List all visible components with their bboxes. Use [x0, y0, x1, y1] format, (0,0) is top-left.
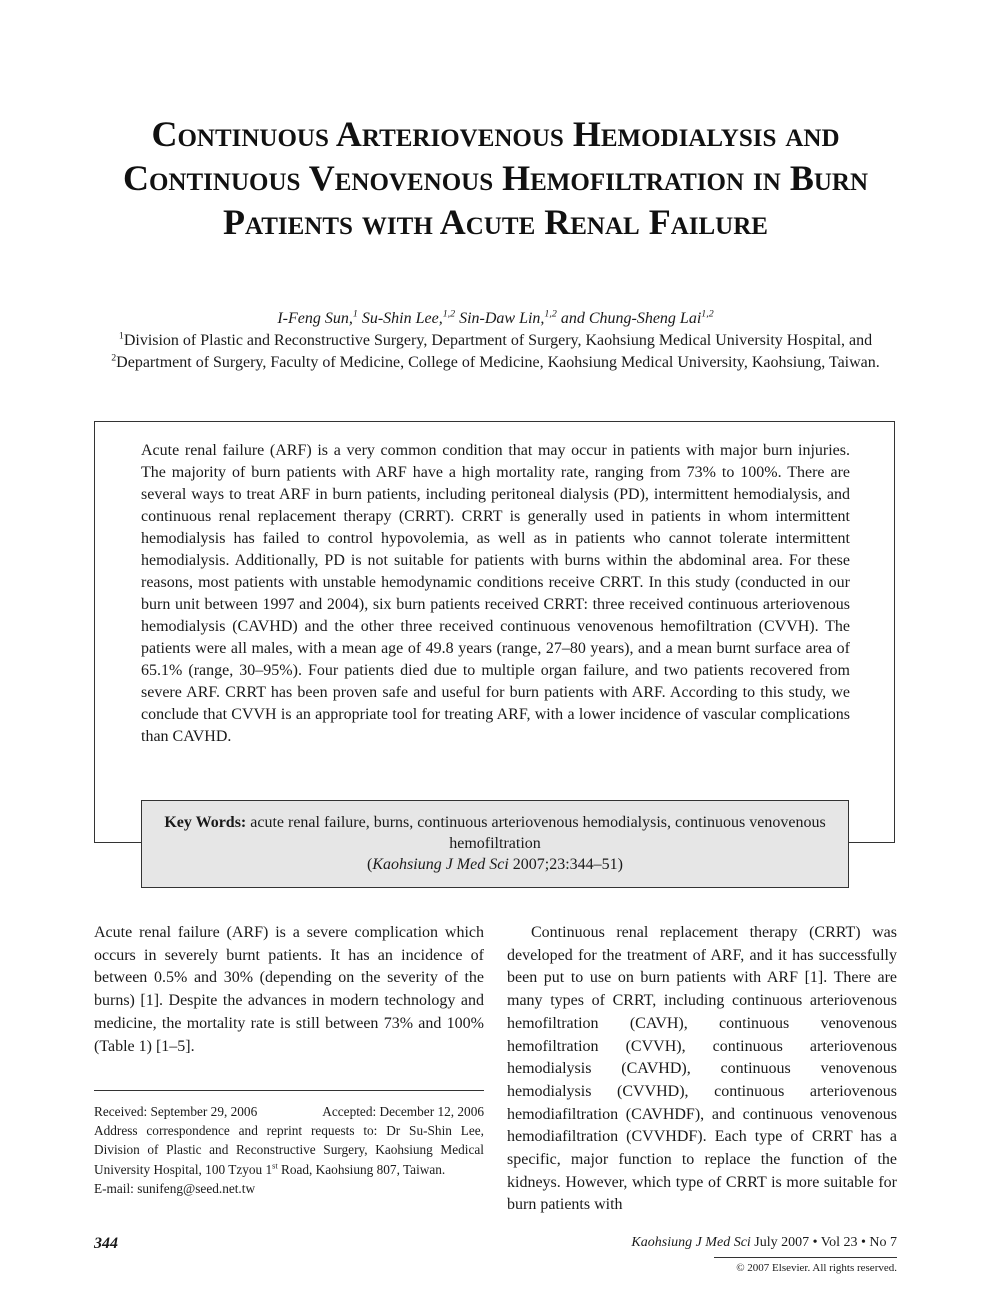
footer-divider	[714, 1257, 897, 1258]
journal-name: Kaohsiung J Med Sci	[631, 1235, 751, 1250]
journal-footer	[631, 1235, 897, 1251]
correspondence-email: E-mail: sunifeng@seed.net.tw	[94, 1180, 256, 1196]
keywords-text: acute renal failure, burns, continuous arteriovenous hemodialysis, continuous venovenous hemofiltration	[246, 814, 826, 852]
affiliation-mark: 1	[118, 330, 124, 342]
affiliation-text: Division of Plastic and Reconstructive Surgery, Department of Surgery, Kaohsiung Medical University Hospital, and	[123, 332, 873, 349]
citation-journal: Kaohsiung J Med Sci	[372, 856, 509, 873]
correspondence-text: Address correspondence and reprint requests to: Dr Su-Shin Lee, Division of Plastic and Reconstructive Surgery, Kaohsiung Medical University Hospital, 100 Tzyou 1	[94, 1123, 484, 1177]
citation-details: 2007;23:344–51)	[508, 856, 623, 873]
copyright-notice: © 2007 Elsevier. All rights reserved.	[736, 1262, 897, 1274]
correspondence-text-end: Road, Kaohsiung 807, Taiwan.	[277, 1161, 446, 1177]
affiliation-mark: 2	[111, 352, 117, 364]
author-affiliation-mark: 1,2	[701, 308, 714, 320]
author-affiliation-mark: 1,2	[544, 308, 557, 320]
author-name: Sin-Daw Lin,	[459, 310, 545, 327]
footnotes	[94, 1102, 484, 1198]
body-right-column: Continuous renal replacement therapy (CRRT) was developed for the treatment of ARF, and it has successfully been put to use on burn patients with ARF [1]. There are many types of CRRT, including continuous arteriovenous hemofiltration (CAVH), continuous venovenous hemofiltration (CVVH), continuous arteriovenous hemodialysis (CAVHD), continuous venovenous hemodialysis (CVVHD), continuous arteriovenous hemodiafiltration (CAVHDF), and continuous venovenous hemodiafiltration (CVVHDF). Each type of CRRT has a specific, major function to replace the function of the kidneys. However, which type of CRRT is more suitable for burn patients with	[507, 924, 897, 1214]
affiliations	[80, 330, 911, 374]
page-number: 344	[94, 1235, 118, 1252]
footnote-dates	[94, 1102, 484, 1121]
received-date: Received: September 29, 2006	[94, 1104, 258, 1119]
accepted-date: Accepted: December 12, 2006	[322, 1104, 484, 1119]
citation-line	[142, 854, 848, 875]
body-left-column: Acute renal failure (ARF) is a severe complication which occurs in severely burnt patients. It has an incidence of between 0.5% and 30% (depending on the severity of the burns) [1]. Despite the advances in modern technology and medicine, the mortality rate is still between 73% and 100% (Table 1) [1–5].	[94, 924, 484, 1055]
affiliation-text: Department of Surgery, Faculty of Medicine, College of Medicine, Kaohsiung Medical University, Kaohsiung, Taiwan.	[116, 354, 880, 371]
author-block	[80, 308, 911, 374]
author-affiliation-mark: 1,2	[442, 308, 456, 320]
citation-open: (	[367, 856, 373, 873]
author-name: I-Feng Sun,	[277, 310, 353, 327]
abstract-text: Acute renal failure (ARF) is a very common condition that may occur in patients with major burn injuries. The majority of burn patients with ARF have a high mortality rate, ranging from 73% to 100%. There are several ways to treat ARF in burn patients, including peritoneal dialysis (PD), intermittent hemodialysis, and continuous renal replacement therapy (CRRT). CRRT is generally used in patients in whom intermittent hemodialysis has failed to control hypovolemia, as well as in patients who cannot tolerate intermittent hemodialysis. Additionally, PD is not suitable for patients with burns within the abdominal area. For these reasons, most patients with unstable hemodynamic conditions receive CRRT. In this study (conducted in our burn unit between 1997 and 2004), six burn patients received CRRT: three received continuous arteriovenous hemodialysis (CAVHD) and the other three received continuous venovenous hemofiltration (CVVH). The patients were all males, with a mean age of 49.8 years (range, 27–80 years), and a mean burnt surface area of 65.1% (range, 30–95%). Four patients died due to multiple organ failure, and two patients recovered from severe ARF. CRRT has been proven safe and useful for burn patients with ARF. According to this study, we conclude that CVVH is an appropriate tool for treating ARF, with a lower incidence of vascular complications than CAVHD.	[141, 442, 850, 745]
keywords-label: Key Words:	[164, 814, 247, 831]
article-title: Continuous Arteriovenous Hemodialysis and Continuous Venovenous Hemofiltration in Burn Patients with Acute Renal Failure	[122, 114, 868, 242]
author-list	[80, 308, 911, 330]
keywords-line	[142, 812, 848, 854]
author-name: and Chung-Sheng Lai	[560, 310, 702, 327]
author-affiliation-mark: 1	[352, 308, 358, 320]
correspondence-address	[94, 1121, 484, 1179]
keywords-box	[141, 800, 849, 888]
footnote-divider	[94, 1090, 484, 1091]
author-name: Su-Shin Lee,	[361, 310, 443, 327]
journal-issue: July 2007 • Vol 23 • No 7	[750, 1235, 897, 1250]
ordinal-suffix: st	[272, 1161, 278, 1171]
